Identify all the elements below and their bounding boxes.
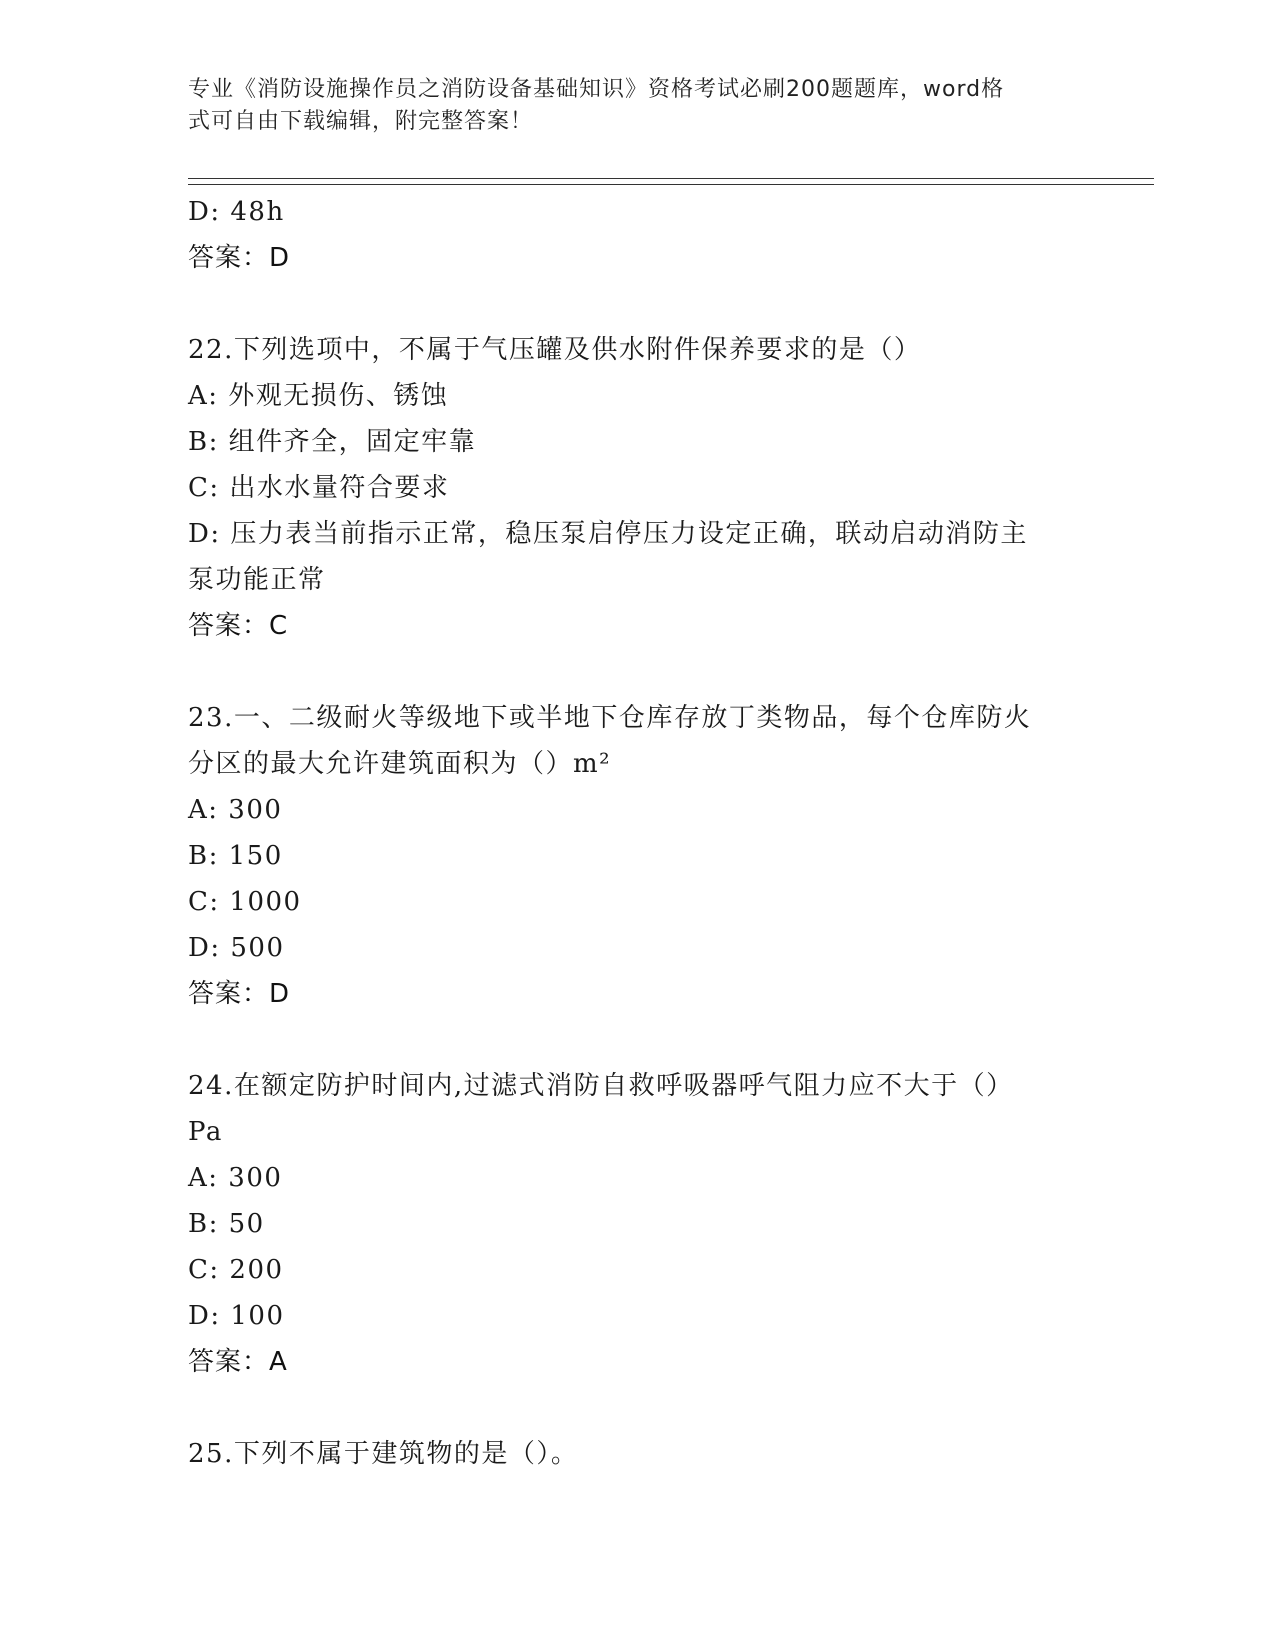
question-24-answer: 答案：A <box>188 1347 288 1377</box>
question-25-stem: 25.下列不属于建筑物的是（）。 <box>188 1439 579 1469</box>
question-24-stem-cont: Pa <box>188 1117 223 1147</box>
spacer <box>188 1017 1088 1063</box>
question-23-stem: 23.一、二级耐火等级地下或半地下仓库存放丁类物品，每个仓库防火 <box>188 703 1032 733</box>
prev-option-d: D: 48h <box>188 197 285 227</box>
question-22-stem: 22.下列选项中，不属于气压罐及供水附件保养要求的是（） <box>188 335 922 365</box>
question-24-stem: 24.在额定防护时间内,过滤式消防自救呼吸器呼气阻力应不大于（） <box>188 1071 1014 1101</box>
question-22-option-c: C: 出水水量符合要求 <box>188 473 450 503</box>
question-list <box>188 189 1088 1477</box>
question-23-answer: 答案：D <box>188 979 291 1009</box>
question-22-option-d-cont: 泵功能正常 <box>188 565 326 595</box>
question-22-option-a: A: 外观无损伤、锈蚀 <box>188 381 449 411</box>
question-23-option-d: D: 500 <box>188 933 285 963</box>
question-24-option-b: B: 50 <box>188 1209 265 1239</box>
header-line-1: 专业《消防设施操作员之消防设备基础知识》资格考试必刷200题题库，word格 <box>188 77 1005 102</box>
question-22-option-b: B: 组件齐全，固定牢靠 <box>188 427 477 457</box>
prev-answer: 答案：D <box>188 243 291 273</box>
header-line-2: 式可自由下载编辑，附完整答案！ <box>188 109 534 134</box>
question-23-option-a: A: 300 <box>188 795 283 825</box>
spacer <box>188 1385 1088 1431</box>
question-23-stem-cont: 分区的最大允许建筑面积为（）m² <box>188 749 612 779</box>
question-22-option-d: D: 压力表当前指示正常，稳压泵启停压力设定正确，联动启动消防主 <box>188 519 1028 549</box>
question-22-answer: 答案：C <box>188 611 289 641</box>
document-header <box>188 74 1068 138</box>
header-divider-top <box>188 178 1154 179</box>
header-divider-bottom <box>188 184 1154 185</box>
question-23-option-b: B: 150 <box>188 841 283 871</box>
question-24-option-c: C: 200 <box>188 1255 284 1285</box>
question-24-option-a: A: 300 <box>188 1163 283 1193</box>
spacer <box>188 649 1088 695</box>
question-24-option-d: D: 100 <box>188 1301 285 1331</box>
question-23-option-c: C: 1000 <box>188 887 302 917</box>
spacer <box>188 281 1088 327</box>
